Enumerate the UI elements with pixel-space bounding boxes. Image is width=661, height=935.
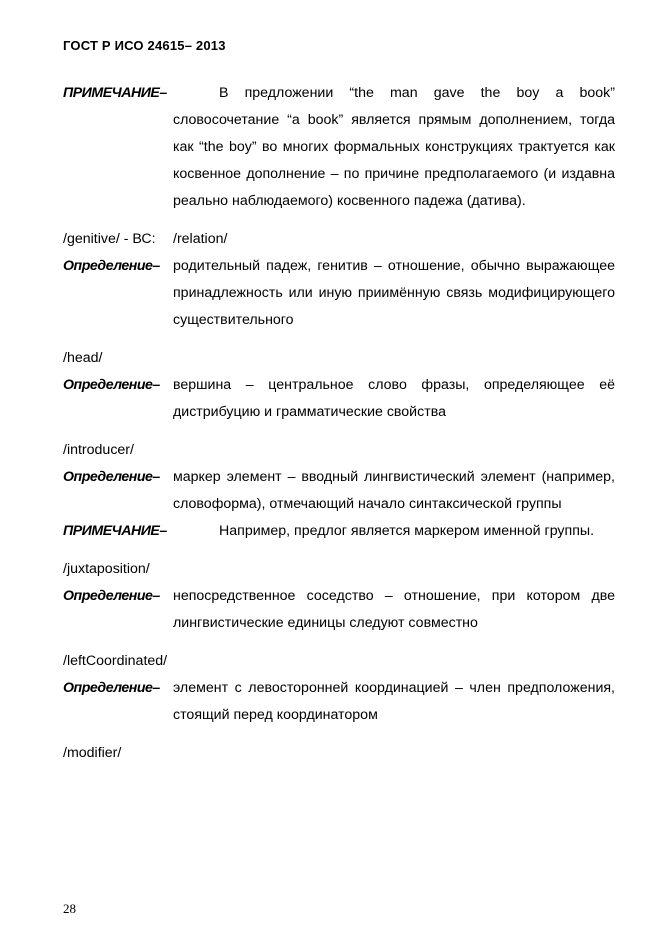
definition-text: вершина – центральное слово фразы, определяющее её дистрибуцию и грамматические свойства (173, 377, 615, 420)
document-header: ГОСТ Р ИСО 24615– 2013 (63, 38, 226, 53)
definition-juxtaposition (63, 583, 615, 637)
term-leftcoordinated: /leftCoordinated/ (63, 653, 168, 669)
definition-genitive (63, 253, 615, 334)
definition-label: Определение– (63, 469, 160, 485)
definition-label: Определение– (63, 680, 160, 696)
term-genitive-relation: /relation/ (173, 231, 228, 247)
term-introducer: /introducer/ (63, 442, 134, 458)
definition-head (63, 372, 615, 426)
term-head: /head/ (63, 350, 103, 366)
definition-leftcoordinated (63, 675, 615, 729)
note-text: В предложении “the man gave the boy a book” словосочетание “a book” является прямым дополнением, тогда как “the boy” во многих формальных конструкциях трактуется как косвенное дополнение – по причине предполагаемого (и издавна реально наблюдаемого) косвенного падежа (датива). (173, 85, 615, 209)
document-body (63, 80, 615, 767)
term-juxtaposition: /juxtaposition/ (63, 561, 150, 577)
definition-introducer (63, 464, 615, 518)
note-entry (63, 80, 615, 215)
note-text: Например, предлог является маркером именной группы. (219, 523, 595, 539)
note-label: ПРИМЕЧАНИЕ– (63, 85, 167, 101)
definition-label: Определение– (63, 258, 160, 274)
term-modifier: /modifier/ (63, 745, 122, 761)
term-genitive-line (63, 226, 615, 253)
page-number: 28 (63, 901, 76, 916)
term-genitive: /genitive/ - ВС: (63, 231, 156, 247)
note-entry-introducer (63, 518, 615, 545)
definition-text: маркер элемент – вводный лингвистический элемент (например, словоформа), отмечающий начало синтаксической группы (173, 469, 615, 512)
definition-label: Определение– (63, 377, 160, 393)
definition-text: родительный падеж, генитив – отношение, обычно выражающее принадлежность или иную приимённую связь модифицирующего существительного (173, 258, 615, 328)
definition-text: непосредственное соседство – отношение, при котором две лингвистические единицы следуют совместно (173, 588, 615, 631)
note-label: ПРИМЕЧАНИЕ– (63, 523, 167, 539)
definition-text: элемент с левосторонней координацией – член предположения, стоящий перед координатором (173, 680, 615, 723)
definition-label: Определение– (63, 588, 160, 604)
